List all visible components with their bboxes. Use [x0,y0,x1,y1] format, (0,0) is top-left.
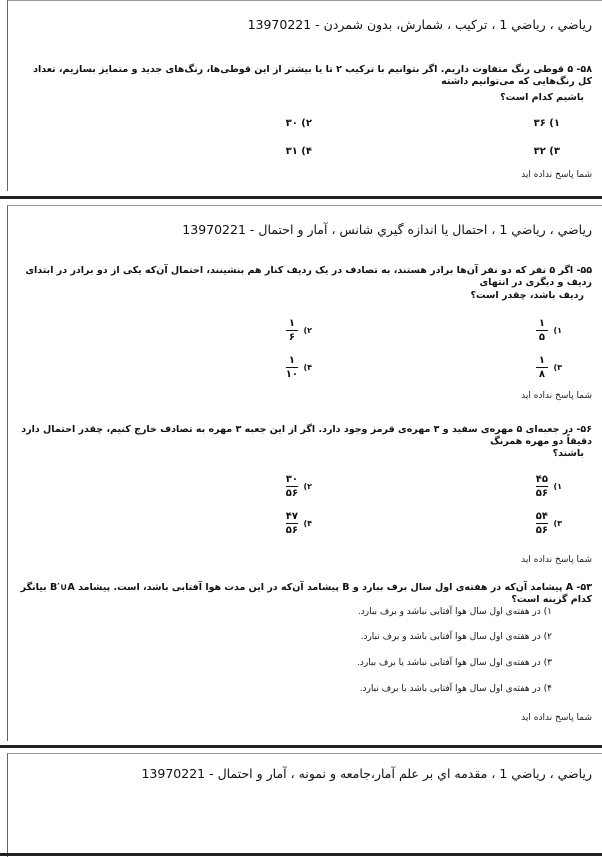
numerator: ۱ [538,318,546,329]
q55-option-1[interactable] [536,318,562,343]
divider [0,196,602,199]
question-56-text: ۵۶- در جعبه‌ای ۵ مهره‌ی سفید و ۳ مهره‌ی قرمز وجود دارد. اگر از این جعبه ۳ مهره به تصادف خارج کنیم، چقدر احتمال دارد دقیقاً دو مهره همرنگ [21,424,592,447]
option-number: ۲) [303,482,312,491]
denominator: ۵۶ [535,525,548,536]
q58-option-3[interactable]: ۳) ۳۲ [533,146,560,157]
option-number: ۱) [553,482,562,491]
question-55-text-cont: ردیف باشد، چقدر است؟ [470,290,584,301]
no-answer-q56: شما پاسخ نداده ايد [521,555,592,565]
denominator: ۵۶ [285,488,298,499]
option-number: ۳) [553,519,562,528]
q56-option-3[interactable] [536,511,562,536]
question-58-text-cont: باشیم کدام است؟ [500,92,584,103]
no-answer-q53: شما پاسخ نداده ايد [521,713,592,723]
option-number: ۲) [303,326,312,335]
option-number: ۴) [303,519,312,528]
q56-option-2[interactable] [286,474,312,499]
q56-option-4[interactable] [286,511,312,536]
q58-option-2[interactable]: ۲) ۳۰ [285,118,312,129]
fraction [286,355,298,380]
divider [0,745,602,748]
denominator: ۱۰ [285,369,298,380]
section-1-title: رياضي ، رياضي 1 ، تركيب ، شمارش، بدون شمردن - 13970221 [247,17,592,32]
section-2-title: رياضي ، رياضي 1 ، احتمال يا اندازه گيري شانس ، آمار و احتمال - 13970221 [182,222,592,237]
denominator: ۵ [538,332,546,343]
q53-option-3[interactable]: ۳) در هفته‌ی اول سال هوا آفتابی نباشد یا برف ببارد. [356,658,552,668]
question-55-text: ۵۵- اگر ۵ نفر که دو نفر آن‌ها برادر هستند، به تصادف در یک ردیف کنار هم بنشینند، احتمال آن‌که یکی از دو برادر در ابتدای ردیف و دیگری در انتهای [25,265,592,288]
q53-option-4[interactable]: ۴) در هفته‌ی اول سال هوا آفتابی باشد یا برف نبارد. [359,684,552,694]
numerator: ۴۵ [535,474,548,485]
q58-option-4[interactable]: ۴) ۳۱ [285,146,312,157]
numerator: ۳۰ [285,474,298,485]
no-answer-q58: شما پاسخ نداده ايد [521,170,592,180]
numerator: ۱ [288,355,295,366]
q55-option-3[interactable] [536,355,562,380]
question-53-text: ۵۳- A پیشامد آن‌که در هفته‌ی اول سال برف ببارد و B پیشامد آن‌که در این مدت هوا آفتابی باشد، است. پیشامد B′∪A بیانگر کدام گزینه است؟ [20,582,592,605]
denominator: ۸ [538,369,546,380]
q58-option-1[interactable]: ۱) ۳۶ [533,118,560,129]
section-3-title: رياضي ، رياضي 1 ، مقدمه اي بر علم آمار،جامعه و نمونه ، آمار و احتمال - 13970221 [141,766,592,781]
no-answer-q55: شما پاسخ نداده ايد [521,391,592,401]
q53-option-1[interactable]: ۱) در هفته‌ی اول سال هوا آفتابی نباشد و برف ببارد. [357,607,552,617]
q55-option-4[interactable] [286,355,312,380]
numerator: ۵۴ [535,511,548,522]
question-56-text-cont: باشند؟ [552,448,584,459]
question-58-text: ۵۸- ۵ قوطی رنگ متفاوت داریم. اگر بتوانیم با ترکیب ۲ تا یا بیشتر از این قوطی‌ها، رنگ‌های جدید و متمایز بسازیم، تعداد کل رنگ‌هایی که می‌توانیم داشته [33,64,592,87]
fraction [536,474,548,499]
fraction [286,511,298,536]
q55-option-2[interactable] [286,318,312,343]
option-number: ۱) [553,326,562,335]
fraction [286,474,298,499]
denominator: ۶ [288,332,296,343]
numerator: ۱ [288,318,296,329]
q56-option-1[interactable] [536,474,562,499]
numerator: ۴۷ [285,511,298,522]
option-number: ۳) [553,363,562,372]
q53-option-2[interactable]: ۲) در هفته‌ی اول سال هوا آفتابی باشد و برف نبارد. [360,632,552,642]
fraction [286,318,298,343]
numerator: ۱ [538,355,546,366]
option-number: ۴) [303,363,312,372]
denominator: ۵۶ [285,525,298,536]
fraction [536,318,548,343]
fraction [536,511,548,536]
fraction [536,355,548,380]
denominator: ۵۶ [535,488,548,499]
